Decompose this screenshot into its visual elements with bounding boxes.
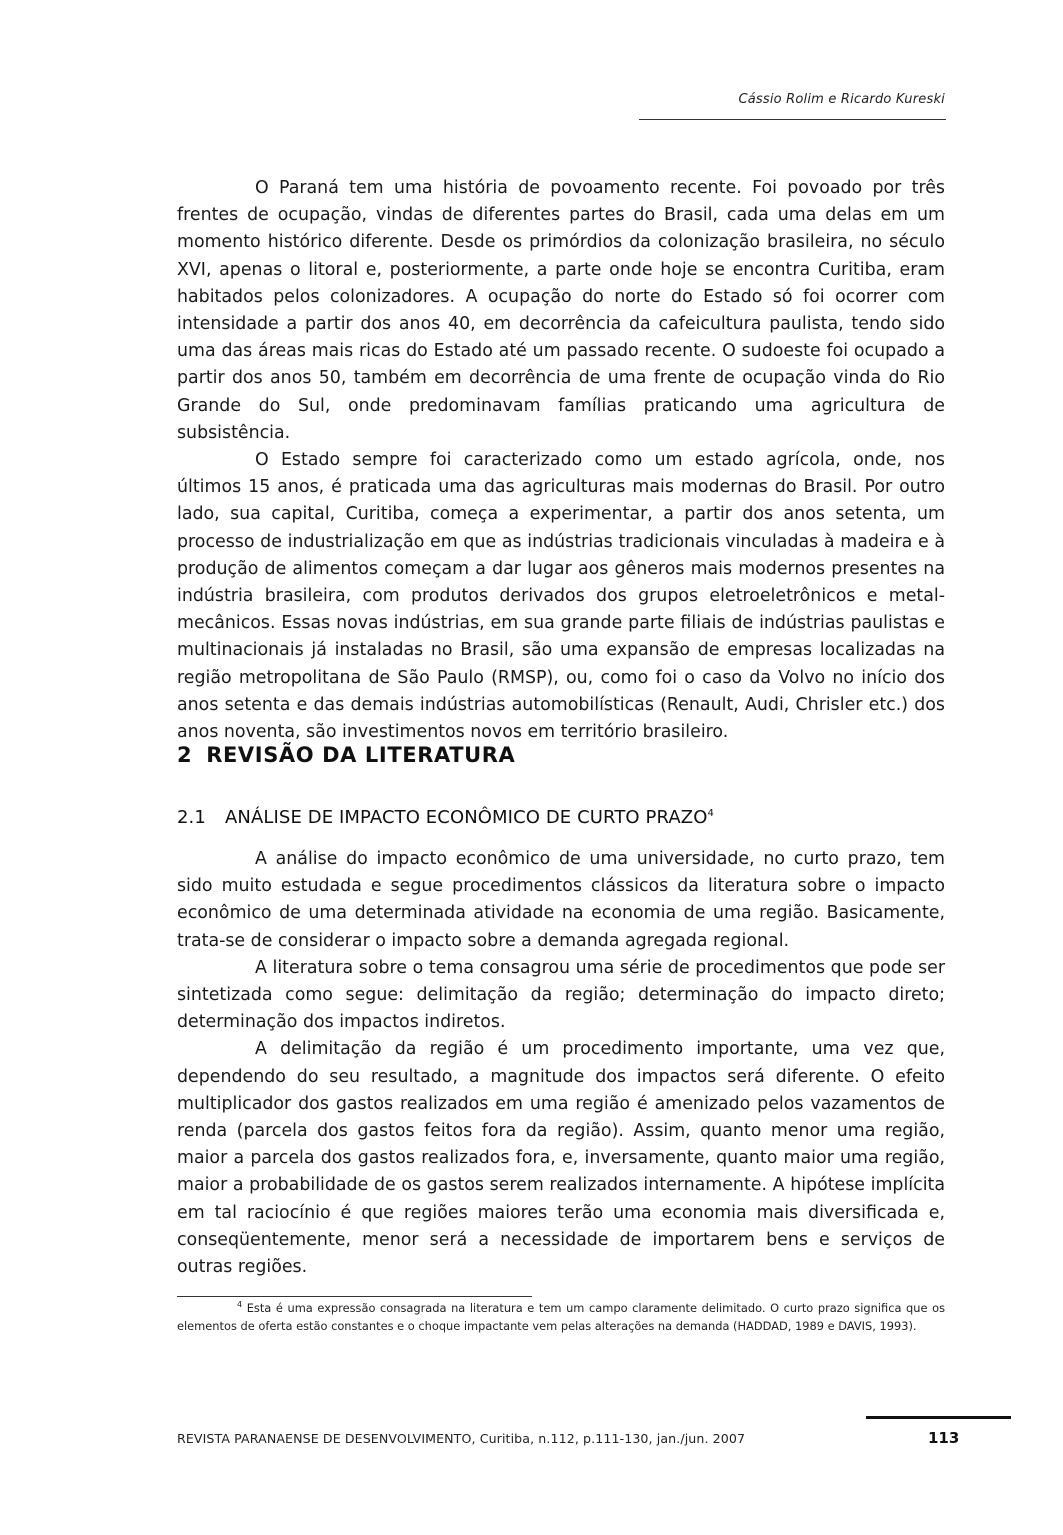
intro-text-block [177,175,945,746]
footnote [177,1300,945,1335]
subsection-title: ANÁLISE DE IMPACTO ECONÔMICO DE CURTO PRAZO [225,807,708,828]
footnote-text: Esta é uma expressão consagrada na literatura e tem um campo claramente delimitado. O curto prazo significa que os elementos de oferta estão constantes e o choque impactante vem pelas alterações na demanda (HADDAD, 1989 e DAVIS, 1993). [177,1301,946,1333]
paragraph: O Estado sempre foi caracterizado como um estado agrícola, onde, nos últimos 15 anos, é praticada uma das agriculturas mais modernas do Brasil. Por outro lado, sua capital, Curitiba, começa a experimentar, a partir dos anos setenta, um processo de industrialização em que as indústrias tradicionais vinculadas à madeira e à produção de alimentos começam a dar lugar aos gêneros mais modernos presentes na indústria brasileira, com produtos derivados dos grupos eletroeletrônicos e metal-mecânicos. Essas novas indústrias, em sua grande parte filiais de indústrias paulistas e multinacionais já instaladas no Brasil, são uma expansão de empresas localizadas na região metropolitana de São Paulo (RMSP), ou, como foi o caso da Volvo no início dos anos setenta e das demais indústrias automobilísticas (Renault, Audi, Chrisler etc.) dos anos noventa, são investimentos novos em território brasileiro. [177,450,945,743]
page-number: 113 [928,1429,960,1447]
running-head-authors: Cássio Rolim e Ricardo Kureski [738,92,945,107]
footnote-rule [177,1296,532,1297]
paragraph: O Paraná tem uma história de povoamento recente. Foi povoado por três frentes de ocupação, vindas de diferentes partes do Brasil, cada uma delas em um momento histórico diferente. Desde os primórdios da colonização brasileira, no século XVI, apenas o litoral e, posteriormente, a parte onde hoje se encontra Curitiba, eram habitados pelos colonizadores. A ocupação do norte do Estado só foi ocorrer com intensidade a partir dos anos 40, em decorrência da cafeicultura paulista, tendo sido uma das áreas mais ricas do Estado até um passado recente. O sudoeste foi ocupado a partir dos anos 50, também em decorrência de uma frente de ocupação vinda do Rio Grande do Sul, onde predominavam famílias praticando uma agricultura de subsistência. [177,178,945,443]
header-rule [639,119,946,120]
subsection-text-block [177,846,945,1281]
footnote-mark: 4 [237,1300,243,1310]
paragraph: A delimitação da região é um procedimento importante, uma vez que, dependendo do seu resultado, a magnitude dos impactos será diferente. O efeito multiplicador dos gastos realizados em uma região é amenizado pelos vazamentos de renda (parcela dos gastos feitos fora da região). Assim, quanto menor uma região, maior a parcela dos gastos realizados fora, e, inversamente, quanto maior uma região, maior a probabilidade de os gastos serem realizados internamente. A hipótese implícita em tal raciocínio é que regiões maiores terão uma economia mais diversificada e, conseqüentemente, menor será a necessidade de importarem bens e serviços de outras regiões. [177,1039,945,1278]
footer-rule [866,1416,1011,1419]
paragraph: A análise do impacto econômico de uma universidade, no curto prazo, tem sido muito estudada e segue procedimentos clássicos da literatura sobre o impacto econômico de uma determinada atividade na economia de uma região. Basicamente, trata-se de considerar o impacto sobre a demanda agregada regional. [177,849,945,951]
paragraph: A literatura sobre o tema consagrou uma série de procedimentos que pode ser sintetizada como segue: delimitação da região; determinação do impacto direto; determinação dos impactos indiretos. [177,957,945,1033]
footnote-reference[interactable]: 4 [707,808,714,819]
section-title: REVISÃO DA LITERATURA [206,743,516,767]
section-heading [177,743,515,767]
section-number: 2 [177,743,193,767]
subsection-number: 2.1 [177,807,206,828]
journal-citation: REVISTA PARANAENSE DE DESENVOLVIMENTO, Curitiba, n.112, p.111-130, jan./jun. 2007 [177,1431,746,1446]
subsection-heading [177,807,714,828]
